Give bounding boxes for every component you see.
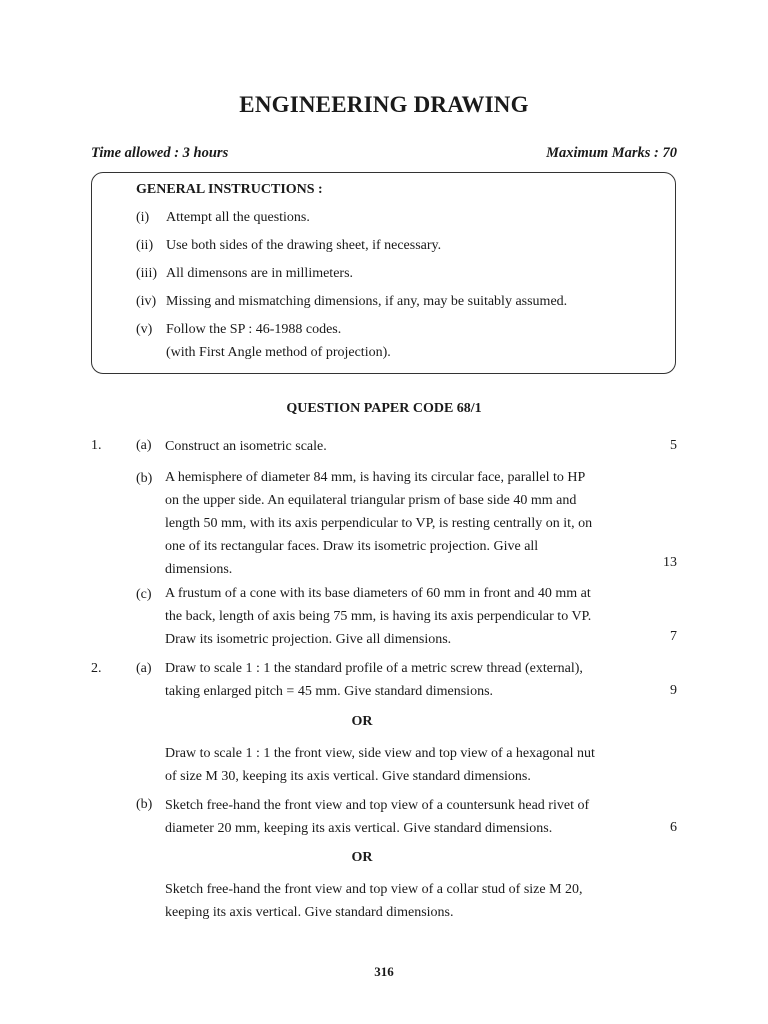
question-marks: 13 <box>663 555 677 570</box>
question-number: 1. <box>91 438 102 453</box>
instruction-number: (iii) <box>136 266 157 281</box>
instruction-text: Missing and mismatching dimensions, if any, may be suitably assumed. <box>166 294 568 309</box>
question-part-label: (b) <box>136 471 153 486</box>
question-alternative-text: Sketch free-hand the front view and top view of a collar stud of size M 20, keeping its axis vertical. Give standard dimensions. <box>165 882 583 920</box>
question-part-label: (a) <box>136 438 152 453</box>
instruction-number: (ii) <box>136 238 154 253</box>
instruction-text: Use both sides of the drawing sheet, if necessary. <box>166 238 442 253</box>
instruction-extra: (with First Angle method of projection). <box>166 345 391 360</box>
instructions-title: GENERAL INSTRUCTIONS : <box>136 182 323 197</box>
question-marks: 7 <box>670 629 677 644</box>
time-allowed: Time allowed : 3 hours <box>91 145 229 161</box>
instruction-text: Attempt all the questions. <box>166 210 310 225</box>
question-text: A hemisphere of diameter 84 mm, is having its circular face, parallel to HP on the upper side. An equilateral triangular prism of base side 40 mm and length 50 mm, with its axis perpendicular to VP, is resting centrally on it, on one of its rectangular faces. Draw its isometric projection. Give all dimensions. <box>165 470 593 577</box>
question-text: Sketch free-hand the front view and top view of a countersunk head rivet of diameter 20 mm, keeping its axis vertical. Give standard dimensions. <box>165 798 590 836</box>
instruction-text: All dimensons are in millimeters. <box>166 266 354 281</box>
or-separator: OR <box>351 850 373 865</box>
question-number: 2. <box>91 661 102 676</box>
general-instructions-box <box>91 172 676 374</box>
instruction-number: (iv) <box>136 294 157 309</box>
question-paper-code: QUESTION PAPER CODE 68/1 <box>286 401 482 416</box>
or-separator: OR <box>351 714 373 729</box>
question-part-label: (b) <box>136 797 153 812</box>
question-alternative-text: Draw to scale 1 : 1 the front view, side view and top view of a hexagonal nut of size M 30, keeping its axis vertical. Give standard dimensions. <box>165 746 595 784</box>
maximum-marks: Maximum Marks : 70 <box>546 145 677 161</box>
instruction-number: (v) <box>136 322 153 337</box>
question-marks: 9 <box>670 683 677 698</box>
question-marks: 6 <box>670 820 677 835</box>
question-part-label: (c) <box>136 587 152 602</box>
question-text: Draw to scale 1 : 1 the standard profile of a metric screw thread (external), taking enlarged pitch = 45 mm. Give standard dimensions. <box>165 661 583 699</box>
instruction-text: Follow the SP : 46-1988 codes. <box>166 322 342 337</box>
page-number: 316 <box>374 964 394 979</box>
question-text: A frustum of a cone with its base diameters of 60 mm in front and 40 mm at the back, length of axis being 75 mm, is having its axis perpendicular to VP. Draw its isometric projection. Give all dimensions. <box>165 586 592 647</box>
question-marks: 5 <box>670 438 677 453</box>
question-text: Construct an isometric scale. <box>165 439 327 454</box>
instruction-number: (i) <box>136 210 150 225</box>
page-title: ENGINEERING DRAWING <box>239 92 529 117</box>
question-part-label: (a) <box>136 661 152 676</box>
